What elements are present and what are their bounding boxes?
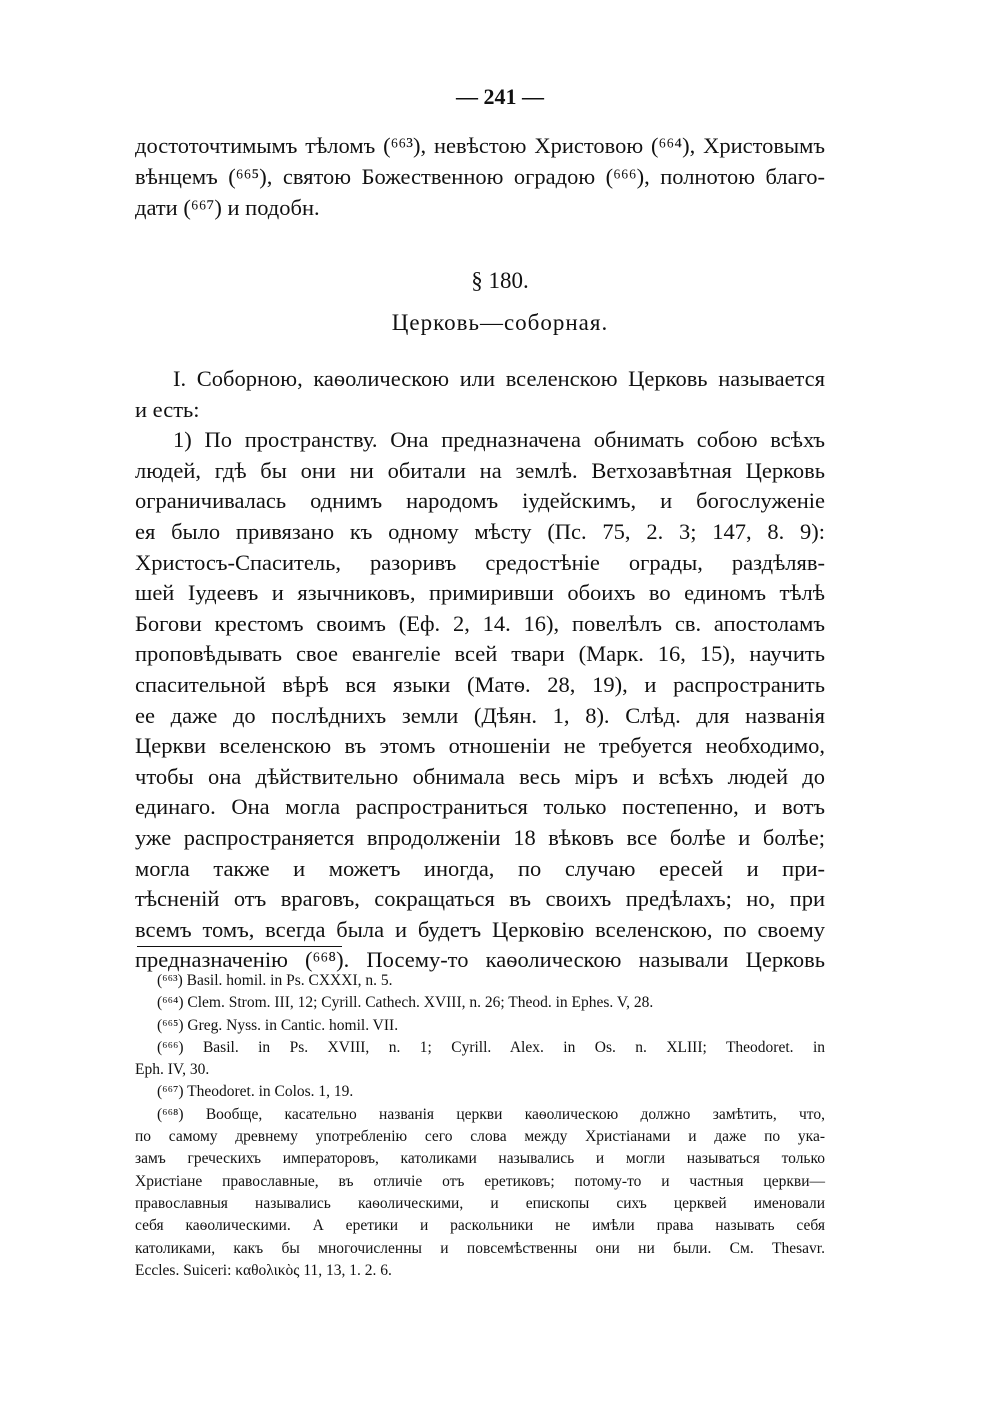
intro-line: дати (⁶⁶⁷) и подобн. xyxy=(135,195,320,220)
footnote-line: замъ греческихъ императоровъ, католиками назывались и могли называться только xyxy=(135,1150,825,1168)
body-line: тѣсненій отъ враговъ, сокращаться въ своихъ предѣлахъ; но, при xyxy=(135,886,825,912)
body-line: 1) По пространству. Она предназначена обнимать собою всѣхъ xyxy=(173,427,825,453)
intro-paragraph xyxy=(135,130,825,223)
footnote-line: (⁶⁶⁶) Basil. in Ps. XVIII, n. 1; Cyrill. Alex. in Os. n. XLIII; Theodoret. in xyxy=(157,1038,825,1056)
body-line: ограничивалась однимъ народомъ іудейскимъ, и богослуженіе xyxy=(135,488,825,514)
body-line: Богови крестомъ своимъ (Еф. 2, 14. 16), повелѣлъ св. апостоламъ xyxy=(135,610,825,636)
footnote-line: Eph. IV, 30. xyxy=(135,1061,210,1079)
body-line: Церкви вселенскою въ этомъ отношеніи не требуется необходимо, xyxy=(135,733,825,759)
intro-line: вѣнцемъ (⁶⁶⁵), святою Божественною оградою (⁶⁶⁶), полнотою благо- xyxy=(135,164,825,189)
footnote-line: Eccles. Suiceri: καθολικὸς 11, 13, 1. 2. 6. xyxy=(135,1261,392,1279)
footnote-line: по самому древнему употребленію сего слова между Христіанами и даже по ука- xyxy=(135,1128,825,1146)
body-line: ея было привязано къ одному мѣсту (Пс. 75, 2. 3; 147, 8. 9): xyxy=(135,518,825,544)
body-line: уже распространяется впродолженіи 18 вѣковъ все болѣе и болѣе; xyxy=(135,824,825,850)
body-line: предназначенію (⁶⁶⁸). Посему-то каѳолическою называли Церковь xyxy=(135,947,825,973)
page-number: — 241 — xyxy=(456,84,544,109)
footnote-line: православныя назывались каѳолическими, и епископы сихъ церквей именовали xyxy=(135,1194,825,1212)
section-title: Церковь—соборная. xyxy=(391,310,609,335)
body-line: спасительной вѣрѣ вся языки (Матѳ. 28, 19), и распространить xyxy=(135,671,825,697)
body-line: Христосъ-Спаситель, разоривъ средостѣніе ограды, раздѣляв- xyxy=(135,549,825,575)
footnote-line: Христіане православные, въ отличіе отъ еретиковъ; потому-то и частныя церкви— xyxy=(135,1172,825,1190)
footnote-line: (⁶⁶⁷) Theodoret. in Colos. 1, 19. xyxy=(157,1083,354,1101)
footnote-line: (⁶⁶⁵) Greg. Nyss. in Cantic. homil. VII. xyxy=(157,1016,399,1034)
body-line: шей Іудеевъ и язычниковъ, примиривши обоихъ во единомъ тѣлѣ xyxy=(135,580,825,606)
footnote-divider xyxy=(137,946,342,947)
body-line: могла также и можетъ иногда, по случаю ересей и при- xyxy=(135,855,825,881)
footnote-line: (⁶⁶⁸) Вообще, касательно названія церкви каѳолическою должно замѣтить, что, xyxy=(157,1105,825,1123)
footnotes xyxy=(135,970,825,1282)
body-line: и есть: xyxy=(135,396,200,422)
body-line: чтобы она дѣйствительно обнимала весь міръ и всѣхъ людей до xyxy=(135,763,825,789)
footnote-line: себя каѳолическими. А еретики и раскольники не имѣли права называть себя xyxy=(135,1217,825,1235)
footnote-line: (⁶⁶³) Basil. homil. in Ps. CXXXI, n. 5. xyxy=(157,972,393,989)
body-line: всемъ томъ, всегда была и будетъ Церковію вселенскою, по своему xyxy=(135,916,825,942)
body-line: ее даже до послѣднихъ земли (Дѣян. 1, 8). Слѣд. для названія xyxy=(135,702,825,728)
body-line: I. Соборною, каѳолическою или вселенскою Церковь называется xyxy=(173,366,825,391)
body-line: людей, гдѣ бы они ни обитали на землѣ. Ветхозавѣтная Церковь xyxy=(135,457,825,483)
footnote-line: католиками, какъ бы многочисленны и повсемѣственны они ни были. См. Thesavr. xyxy=(135,1239,825,1257)
section-number: § 180. xyxy=(471,268,529,293)
body-line: проповѣдывать свое евангеліе всей твари (Марк. 16, 15), научить xyxy=(135,641,825,667)
footnote-line: (⁶⁶⁴) Clem. Strom. III, 12; Cyrill. Cathech. XVIII, n. 26; Theod. in Ephes. V, 28. xyxy=(157,994,654,1012)
body-line: единаго. Она могла распространиться только постепенно, и вотъ xyxy=(135,794,825,820)
section-body xyxy=(135,364,825,976)
intro-line: достоточтимымъ тѣломъ (⁶⁶³), невѣстою Христовою (⁶⁶⁴), Христовымъ xyxy=(135,133,825,158)
